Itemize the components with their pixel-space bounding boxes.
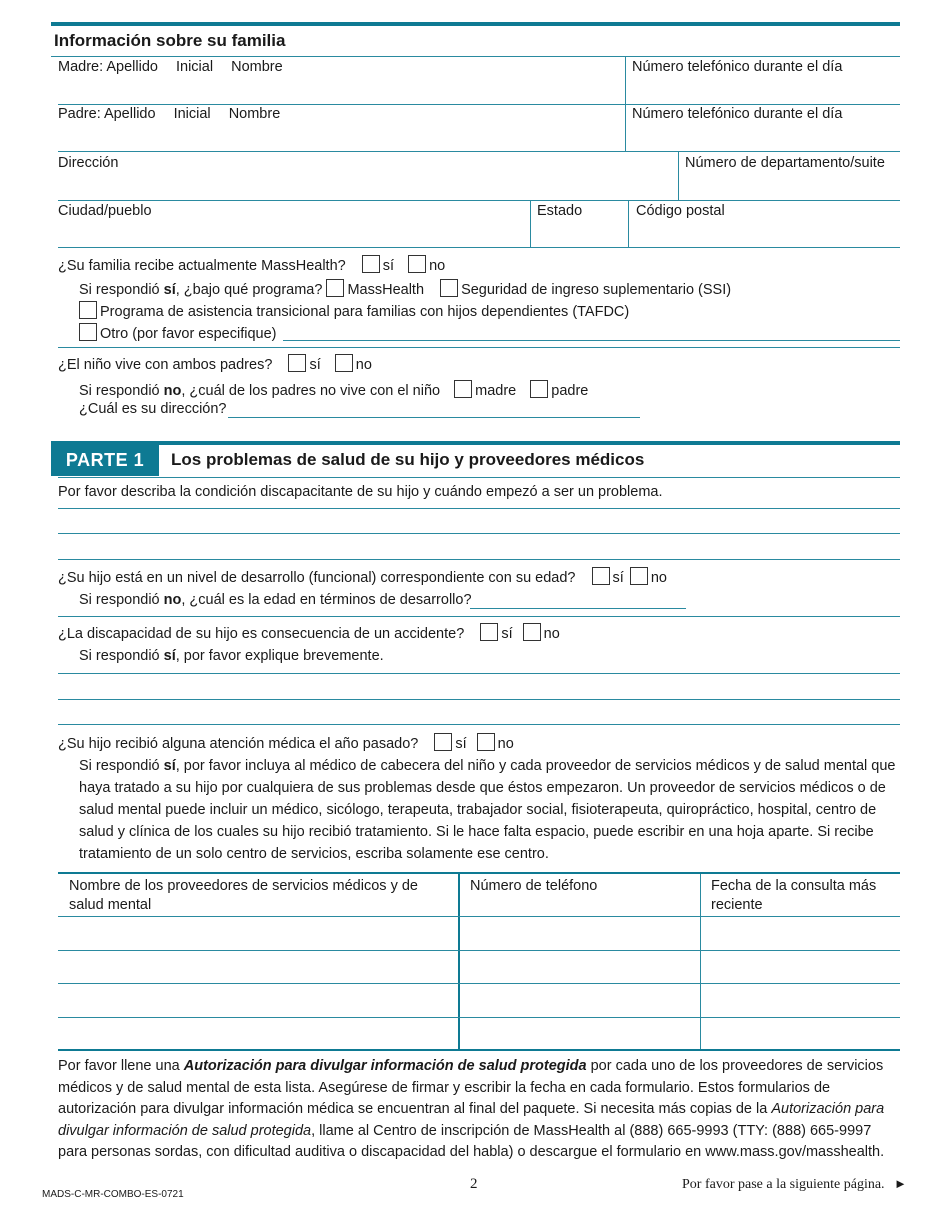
ssi-checkbox[interactable] (440, 279, 458, 297)
form-code: MADS-C-MR-COMBO-ES-0721 (42, 1189, 184, 1200)
accident-line-3[interactable] (58, 724, 900, 725)
father-phone-field[interactable]: Número telefónico durante el día (632, 106, 843, 122)
masshealth-no-checkbox[interactable] (408, 255, 426, 273)
accident-no-checkbox[interactable] (523, 623, 541, 641)
development-text: ¿Su hijo está en un nivel de desarrollo (funcional) correspondiente con su edad? (58, 570, 576, 586)
mother-phone-field[interactable]: Número telefónico durante el día (632, 59, 843, 75)
mother-name-field[interactable] (58, 59, 283, 75)
accident-yes-checkbox[interactable] (480, 623, 498, 641)
development-followup (79, 592, 472, 608)
development-followup-bold: no (163, 592, 182, 608)
father-first-label: Nombre (228, 106, 281, 122)
city-field[interactable]: Ciudad/pueblo (58, 203, 152, 219)
medical-care-text: ¿Su hijo recibió alguna atención médica el año pasado? (58, 736, 419, 752)
mother-checkbox[interactable] (454, 380, 472, 398)
medical-care-no-checkbox[interactable] (477, 733, 495, 751)
auth-form-name-italic: Autorización para divulgar información de salud protegida (58, 1101, 885, 1139)
other-option (79, 323, 277, 342)
accident-followup (79, 648, 384, 664)
yes-label: sí (382, 258, 395, 274)
table-header-phone: Número de teléfono (470, 878, 598, 894)
divider (58, 247, 900, 248)
masshealth-option-label: MassHealth (347, 282, 425, 298)
table-row[interactable] (58, 1017, 900, 1018)
family-section-title: Información sobre su familia (54, 31, 286, 50)
auth-form-name-bold: Autorización para divulgar información de salud protegida (183, 1058, 587, 1074)
table-header-date: Fecha de la consulta más reciente (711, 878, 877, 913)
yes-label: sí (309, 357, 321, 373)
program-question-bold: sí (163, 282, 176, 298)
masshealth-program-checkbox[interactable] (326, 279, 344, 297)
divider (628, 200, 629, 247)
auth-text-2: por cada uno de los proveedores de servicios médicos y de salud mental de esta lista. Asegúrese de firmar y escribir la fecha en cada formulario. Estos formularios de autorización para divulgar información médica se encuentran al final del paquete. Si necesita más copias de la (58, 1058, 884, 1117)
part1-badge: PARTE 1 (51, 445, 159, 476)
describe-line-3[interactable] (58, 559, 900, 560)
both-parents-text: ¿El niño vive con ambos padres? (58, 357, 273, 373)
apartment-field[interactable]: Número de departamento/suite (685, 155, 885, 171)
masshealth-yes-checkbox[interactable] (362, 255, 380, 273)
accident-followup-text: Si respondió (79, 648, 164, 664)
no-label: no (497, 736, 514, 752)
which-parent-text-2: , ¿cuál de los padres no vive con el niño (181, 383, 441, 399)
which-parent-text: Si respondió (79, 383, 164, 399)
accident-line-2[interactable] (58, 699, 900, 700)
page-number: 2 (470, 1176, 478, 1192)
care-para-text: Si respondió (79, 758, 164, 774)
masshealth-question-text: ¿Su familia recibe actualmente MassHealth? (58, 258, 346, 274)
accident-followup-text-2: , por favor explique brevemente. (175, 648, 384, 664)
masshealth-question (58, 255, 445, 274)
parent-address-line[interactable] (228, 417, 640, 418)
mother-last-label: Madre: Apellido (58, 59, 158, 75)
parent-address-question: ¿Cuál es su dirección? (79, 401, 227, 417)
medical-care-question (58, 733, 514, 752)
care-para-text-2: , por favor incluya al médico de cabecera del niño y cada proveedor de servicios médicos y de salud mental que haya tratado a su hijo por cualquiera de sus problemas desde que éstos empezaron. Un proveedor de servicios médicos o de salud mental puede incluir un médico, sicólogo, terapeuta, trabajador social, fisioterapeuta, quiropráctico, hospital, centro de salud y clínica de los cuales su hijo recibió tratamiento. Si le hace falta espacio, puede escribir en una hoja aparte. Si recibe tratamiento de un solo centro de servicios, escriba solamente ese centro. (79, 758, 896, 862)
describe-condition-label: Por favor describa la condición discapacitante de su hijo y cuándo empezó a ser un problema. (58, 484, 663, 500)
program-question-text-2: , ¿bajo qué programa? (175, 282, 323, 298)
no-label: no (543, 626, 560, 642)
ssi-option-label: Seguridad de ingreso suplementario (SSI) (461, 282, 732, 298)
table-row[interactable] (58, 916, 900, 917)
table-header-provider: Nombre de los proveedores de servicios médicos y de salud mental (69, 878, 418, 913)
table-column-divider (700, 874, 701, 1050)
divider (678, 151, 679, 200)
accident-question (58, 623, 560, 642)
both-parents-yes-checkbox[interactable] (288, 354, 306, 372)
divider (530, 200, 531, 247)
authorization-instructions (58, 1056, 900, 1164)
top-rule (51, 22, 900, 26)
part1-title: Los problemas de salud de su hijo y proveedores médicos (171, 450, 645, 469)
divider (58, 477, 900, 478)
care-para-bold: sí (163, 758, 176, 774)
mother-initial-label: Inicial (175, 59, 214, 75)
tafdc-option (79, 301, 629, 320)
both-parents-question (58, 354, 372, 373)
mother-first-label: Nombre (231, 59, 283, 75)
divider (58, 347, 900, 348)
auth-text-3: , llame al Centro de inscripción de MassHealth al (888) 665-9993 (TTY: (888) 665-9997 para personas sordas, con dificultad auditiva o discapacidad del habla) o descargue el formulario en www.mass.gov/masshealth. (58, 1122, 885, 1160)
father-checkbox[interactable] (530, 380, 548, 398)
development-no-checkbox[interactable] (630, 567, 648, 585)
development-yes-checkbox[interactable] (592, 567, 610, 585)
state-field[interactable]: Estado (537, 203, 583, 219)
describe-line-2[interactable] (58, 533, 900, 534)
mother-option-label: madre (475, 383, 517, 399)
table-top-rule (58, 872, 900, 874)
accident-text: ¿La discapacidad de su hijo es consecuencia de un accidente? (58, 626, 465, 642)
divider (58, 616, 900, 617)
which-parent-question (79, 380, 588, 399)
table-column-divider (458, 874, 460, 1050)
next-page-note (682, 1176, 907, 1193)
father-option-label: padre (551, 383, 589, 399)
address-field[interactable]: Dirección (58, 155, 119, 171)
medical-care-instructions (79, 755, 897, 865)
table-bottom-rule (58, 1049, 900, 1051)
development-question (58, 567, 667, 586)
development-followup-text: Si respondió (79, 592, 164, 608)
part1-rule (51, 441, 900, 445)
divider (58, 151, 900, 152)
arrow-right-icon: ► (894, 1176, 907, 1191)
zip-field[interactable]: Código postal (636, 203, 725, 219)
divider (58, 104, 900, 105)
divider (51, 56, 900, 57)
medical-care-yes-checkbox[interactable] (434, 733, 452, 751)
program-question-text: Si respondió (79, 282, 164, 298)
father-last-label: Padre: Apellido (58, 106, 156, 122)
which-parent-bold: no (163, 383, 182, 399)
auth-text-1: Por favor llene una (58, 1058, 184, 1074)
table-row[interactable] (58, 950, 900, 951)
tafdc-checkbox[interactable] (79, 301, 97, 319)
next-page-text: Por favor pase a la siguiente página. (682, 1177, 885, 1192)
other-specify-line[interactable] (283, 340, 900, 341)
other-checkbox[interactable] (79, 323, 97, 341)
yes-label: sí (455, 736, 467, 752)
no-label: no (429, 258, 446, 274)
father-name-field[interactable] (58, 106, 280, 122)
program-question (79, 279, 731, 298)
accident-followup-bold: sí (163, 648, 176, 664)
describe-line-1[interactable] (58, 508, 900, 509)
father-initial-label: Inicial (173, 106, 211, 122)
tafdc-option-label: Programa de asistencia transicional para familias con hijos dependientes (TAFDC) (100, 304, 630, 320)
accident-line-1[interactable] (58, 673, 900, 674)
yes-label: sí (612, 570, 624, 586)
other-option-label: Otro (por favor especifique) (100, 326, 277, 342)
no-label: no (650, 570, 667, 586)
divider (58, 200, 900, 201)
table-row[interactable] (58, 983, 900, 984)
no-label: no (355, 357, 372, 373)
both-parents-no-checkbox[interactable] (335, 354, 353, 372)
development-followup-text-2: , ¿cuál es la edad en términos de desarrollo? (181, 592, 472, 608)
development-age-line[interactable] (470, 608, 686, 609)
yes-label: sí (501, 626, 513, 642)
